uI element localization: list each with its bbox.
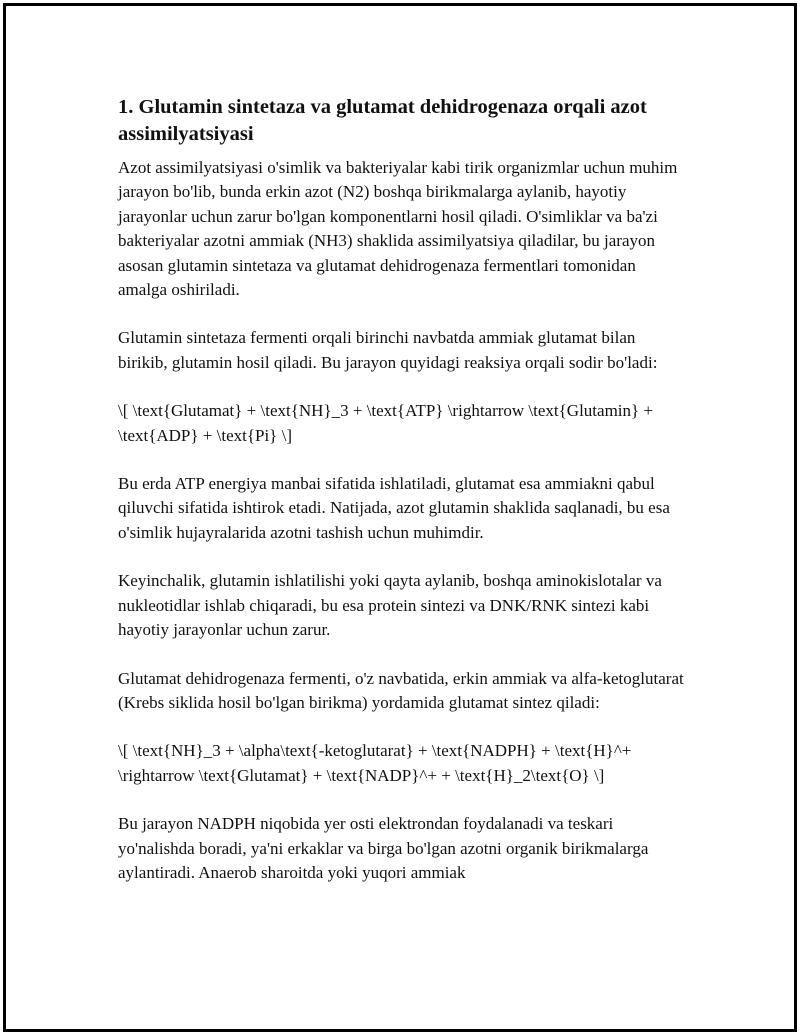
document-body xyxy=(118,94,688,909)
paragraph-glutamine-synthetase: Glutamin sintetaza fermenti orqali birinchi navbatda ammiak glutamat bilan birikib, glutamin hosil qiladi. Bu jarayon quyidagi reaksiya orqali sodir bo'ladi: xyxy=(118,328,658,372)
equation-glutamate-synthesis: \[ \text{NH}_3 + \alpha\text{-ketoglutarat} + \text{NADPH} + \text{H}^+ \rightarrow \text{Glutamat} + \text{NADP}^+ + \text{H}_2\text{O} \] xyxy=(118,741,632,785)
paragraph-glutamate-dehydrogenase: Glutamat dehidrogenaza fermenti, o'z navbatida, erkin ammiak va alfa-ketoglutarat (Krebs siklida hosil bo'lgan birikma) yordamida glutamat sintez qiladi: xyxy=(118,668,684,712)
paragraph-nadph-process: Bu jarayon NADPH niqobida yer osti elektrondan foydalanadi va teskari yo'nalishda boradi, ya'ni erkaklar va birga bo'lgan azotni organik birikmalarga aylantiradi. Anaerob sharoitda yoki yuqori ammiak xyxy=(118,814,649,882)
equation-glutamine-synthesis: \[ \text{Glutamat} + \text{NH}_3 + \text{ATP} \rightarrow \text{Glutamin} + \text{ADP} + \text{Pi} \] xyxy=(118,401,654,445)
paragraph-atp-role: Bu erda ATP energiya manbai sifatida ishlatiladi, glutamat esa ammiakni qabul qiluvchi sifatida ishtirok etadi. Natijada, azot glutamin shaklida saqlanadi, bu esa o'simlik hujayralarida azotni tashish uchun muhimdir. xyxy=(118,474,670,542)
paragraph-glutamine-usage: Keyinchalik, glutamin ishlatilishi yoki qayta aylanib, boshqa aminokislotalar va nukleotidlar ishlab chiqaradi, bu esa protein sintezi va DNK/RNK sintezi kabi hayotiy jarayonlar uchun zarur. xyxy=(118,571,662,640)
paragraph-intro: Azot assimilyatsiyasi o'simlik va bakteriyalar kabi tirik organizmlar uchun muhim jarayon bo'lib, bunda erkin azot (N2) boshqa birikmalarga aylanib, hayotiy jarayonlar uchun zarur bo'lgan komponentlarni hosil qiladi. O'simliklar va ba'zi bakteriyalar azotni ammiak (NH3) shaklida assimilyatsiya qiladilar, bu jarayon asosan glutamin sintetaza va glutamat dehidrogenaza fermentlari tomonidan amalga oshiriladi. xyxy=(118,158,678,300)
section-heading: 1. Glutamin sintetaza va glutamat dehidrogenaza orqali azot assimilyatsiyasi xyxy=(118,96,647,145)
